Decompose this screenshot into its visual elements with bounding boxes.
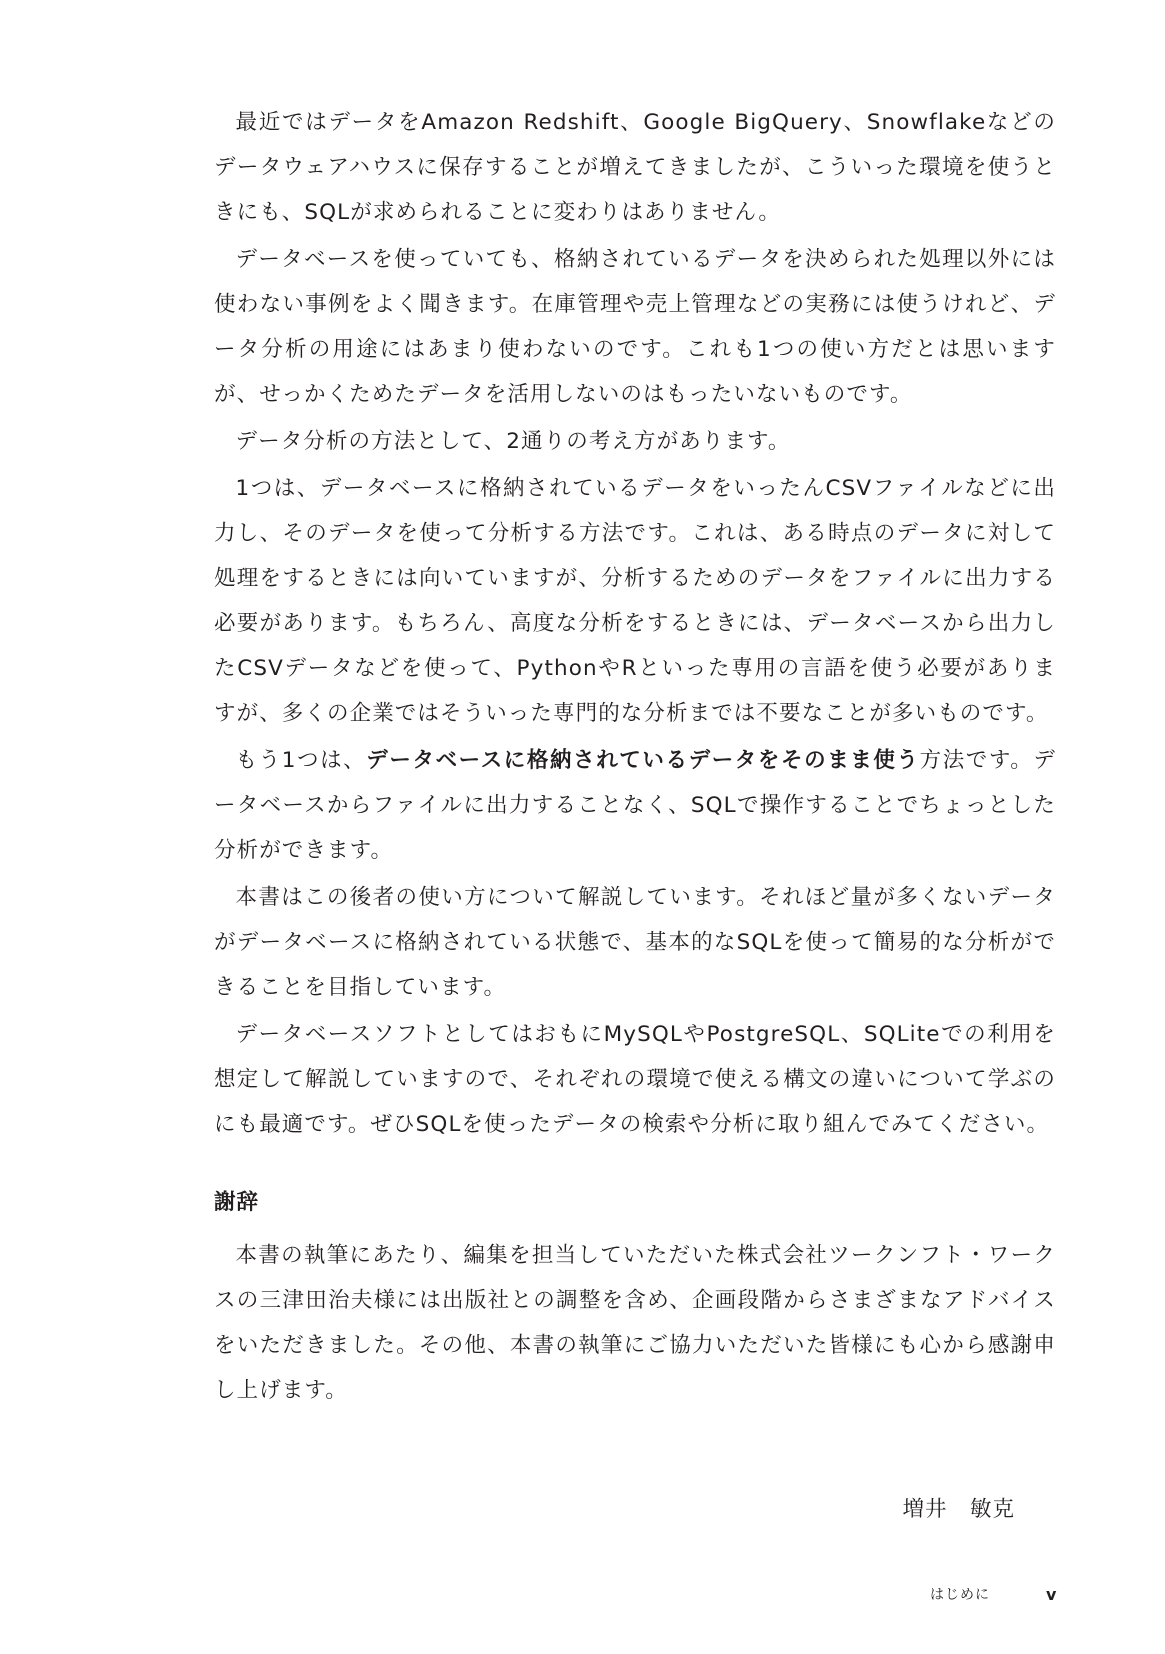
page-number: v bbox=[1046, 1585, 1057, 1604]
method-two-intro: もう1つは、 bbox=[235, 748, 367, 773]
acknowledgements-heading: 謝辞 bbox=[214, 1190, 260, 1215]
paragraph-method-one: 1つは、データベースに格納されているデータをいったんCSVファイルなどに出力し、そのデータを使って分析する方法です。これは、ある時点のデータに対して処理をするときには向いていますが、分析するためのデータをファイルに出力する必要があります。もちろん、高度な分析をするときには、データベースから出力したCSVデータなどを使って、PythonやRといった専用の言語を使う必要がありますが、多くの企業ではそういった専門的な分析までは不要なことが多いものです。 bbox=[214, 476, 1056, 726]
author-signature: 増井 敏克 bbox=[902, 1497, 1015, 1522]
paragraph-analysis-methods: データ分析の方法として、2通りの考え方があります。 bbox=[235, 429, 791, 454]
method-two-emphasis: データベースに格納されているデータをそのまま使う bbox=[366, 748, 920, 773]
paragraph-data-warehouse: 最近ではデータをAmazon Redshift、Google BigQuery、Snowflakeなどのデータウェアハウスに保存することが増えてきましたが、こういった環境を使うときにも、SQLが求められることに変わりはありません。 bbox=[214, 110, 1056, 225]
paragraph-database-usage: データベースを使っていても、格納されているデータを決められた処理以外には使わない事例をよく聞きます。在庫管理や売上管理などの実務には使うけれど、データ分析の用途にはあまり使わないのです。これも1つの使い方だとは思いますが、せっかくためたデータを活用しないのはもったいないものです。 bbox=[214, 247, 1056, 407]
method-two-rest: 方法です。データベースからファイルに出力することなく、SQLで操作することでちょっとした分析ができます。 bbox=[214, 748, 1056, 863]
main-text-block bbox=[214, 100, 1056, 1415]
footer-section-label: はじめに bbox=[930, 1587, 990, 1603]
paragraph-book-purpose: 本書はこの後者の使い方について解説しています。それほど量が多くないデータがデータベースに格納されている状態で、基本的なSQLを使って簡易的な分析ができることを目指しています。 bbox=[214, 885, 1056, 1000]
paragraph-method-two bbox=[214, 738, 1056, 873]
paragraph-database-software: データベースソフトとしてはおもにMySQLやPostgreSQL、SQLiteでの利用を想定して解説していますので、それぞれの環境で使える構文の違いについて学ぶのにも最適です。ぜひSQLを使ったデータの検索や分析に取り組んでみてください。 bbox=[214, 1022, 1056, 1137]
acknowledgements-text: 本書の執筆にあたり、編集を担当していただいた株式会社ツークンフト・ワークスの三津田治夫様には出版社との調整を含め、企画段階からさまざまなアドバイスをいただきました。その他、本書の執筆にご協力いただいた皆様にも心から感謝申し上げます。 bbox=[214, 1243, 1056, 1403]
